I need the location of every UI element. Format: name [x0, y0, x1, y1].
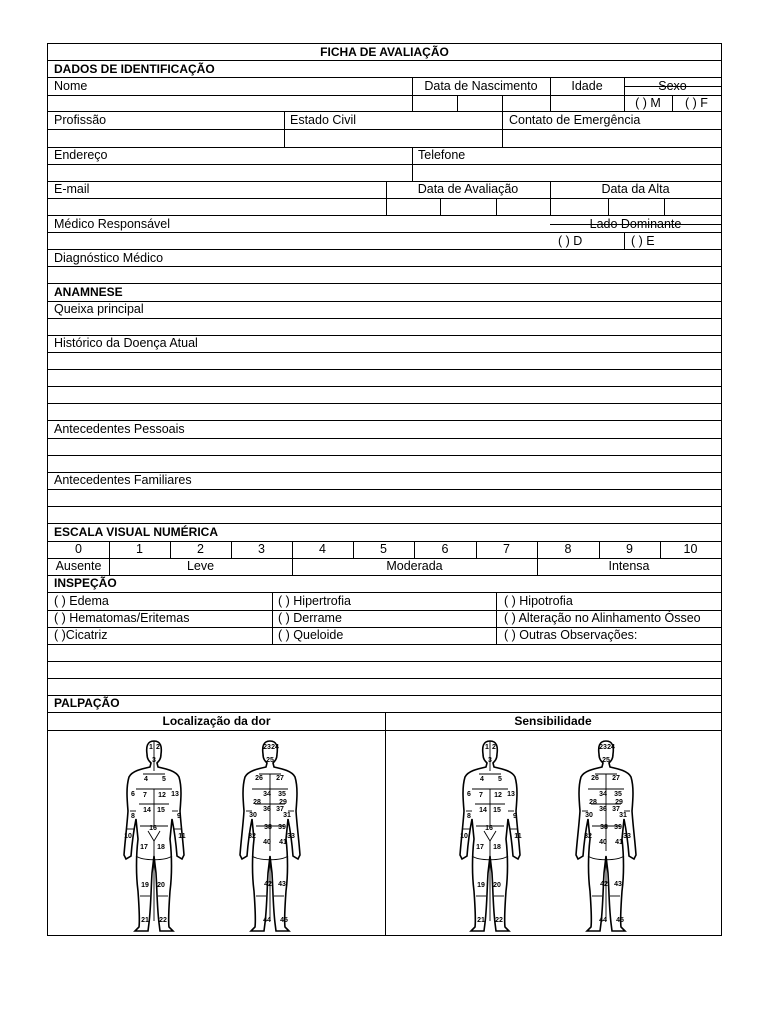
- checkbox-sexo-f[interactable]: ( ) F: [685, 96, 708, 110]
- scale-number[interactable]: 5: [380, 542, 387, 556]
- body-region-number[interactable]: 36: [599, 806, 607, 813]
- body-region-number[interactable]: 41: [615, 839, 623, 846]
- body-region-number[interactable]: 30: [585, 812, 593, 819]
- scale-number[interactable]: 2: [197, 542, 204, 556]
- label-estado-civil: Estado Civil: [290, 113, 356, 127]
- scale-label-moderada: Moderada: [386, 559, 443, 573]
- body-region-number[interactable]: 15: [493, 807, 501, 814]
- body-region-number[interactable]: 19: [477, 882, 485, 889]
- body-region-number[interactable]: 12: [158, 792, 166, 799]
- rule: [412, 147, 413, 181]
- label-idade: Idade: [571, 79, 603, 93]
- body-region-number[interactable]: 39: [278, 824, 286, 831]
- body-region-number[interactable]: 19: [141, 882, 149, 889]
- scale-number[interactable]: 4: [319, 542, 326, 556]
- scale-number[interactable]: 9: [626, 542, 633, 556]
- body-region-number[interactable]: 28: [253, 799, 261, 806]
- body-region-number[interactable]: 38: [600, 824, 608, 831]
- body-region-number[interactable]: 22: [495, 917, 503, 924]
- body-region-number[interactable]: 42: [264, 881, 272, 888]
- body-region-number[interactable]: 32: [248, 833, 256, 840]
- checkbox-hipotrofia[interactable]: ( ) Hipotrofia: [504, 594, 573, 608]
- rule: [48, 403, 721, 404]
- body-region-number[interactable]: 10: [460, 833, 468, 840]
- body-region-number[interactable]: 29: [279, 799, 287, 806]
- section-heading-palpacao: PALPAÇÃO: [54, 696, 120, 710]
- rule: [48, 592, 721, 593]
- label-sexo: Sexo: [658, 79, 687, 93]
- body-region-number[interactable]: 43: [614, 881, 622, 888]
- body-region-number[interactable]: 6: [467, 791, 471, 798]
- body-region-number[interactable]: 20: [157, 882, 165, 889]
- scale-number[interactable]: 0: [75, 542, 82, 556]
- body-region-number[interactable]: 9: [177, 813, 181, 820]
- sensitivity-diagram[interactable]: [386, 731, 721, 936]
- body-region-number[interactable]: 18: [493, 844, 501, 851]
- rule: [48, 644, 721, 645]
- body-region-number[interactable]: 30: [249, 812, 257, 819]
- body-region-number[interactable]: 22: [159, 917, 167, 924]
- label-data-avaliacao: Data de Avaliação: [417, 182, 519, 196]
- body-region-number[interactable]: 2: [492, 744, 496, 751]
- checkbox-lado-d[interactable]: ( ) D: [558, 234, 583, 248]
- body-region-number[interactable]: 34: [263, 791, 271, 798]
- rule: [608, 198, 609, 215]
- body-region-number[interactable]: 29: [615, 799, 623, 806]
- rule: [48, 661, 721, 662]
- body-region-number[interactable]: 23: [599, 744, 607, 751]
- label-data-nascimento: Data de Nascimento: [424, 79, 538, 93]
- rule: [496, 198, 497, 215]
- rule: [48, 575, 721, 576]
- label-historico: Histórico da Doença Atual: [54, 336, 198, 350]
- label-queixa-principal: Queixa principal: [54, 302, 144, 316]
- body-region-number[interactable]: 17: [476, 844, 484, 851]
- scale-number[interactable]: 1: [136, 542, 143, 556]
- rule: [48, 369, 721, 370]
- body-region-number[interactable]: 32: [584, 833, 592, 840]
- body-region-number[interactable]: 1: [485, 744, 489, 751]
- rule: [48, 266, 721, 267]
- rule: [48, 678, 721, 679]
- body-region-number[interactable]: 15: [157, 807, 165, 814]
- body-region-number[interactable]: 41: [279, 839, 287, 846]
- body-region-number[interactable]: 42: [600, 881, 608, 888]
- body-region-number[interactable]: 8: [131, 813, 135, 820]
- checkbox-outras-observacoes[interactable]: ( ) Outras Observações:: [504, 628, 638, 642]
- body-region-number[interactable]: 6: [131, 791, 135, 798]
- label-data-alta: Data da Alta: [601, 182, 670, 196]
- body-region-number[interactable]: 5: [498, 776, 502, 783]
- body-region-number[interactable]: 37: [612, 806, 620, 813]
- body-region-number[interactable]: 40: [263, 839, 271, 846]
- label-nome: Nome: [54, 79, 88, 93]
- rule: [502, 111, 503, 147]
- rule: [48, 489, 721, 490]
- body-region-number[interactable]: 7: [479, 792, 483, 799]
- section-heading-escala: ESCALA VISUAL NUMÉRICA: [54, 525, 219, 539]
- scale-label-ausente: Ausente: [55, 559, 102, 573]
- label-sensibilidade: Sensibilidade: [514, 714, 592, 728]
- body-region-number[interactable]: 5: [162, 776, 166, 783]
- evaluation-form: [47, 43, 722, 936]
- rule: [496, 592, 497, 644]
- rule: [48, 147, 721, 148]
- label-diagnostico: Diagnóstico Médico: [54, 251, 164, 265]
- rule: [48, 198, 721, 199]
- body-region-number[interactable]: 27: [612, 775, 620, 782]
- rule: [48, 232, 721, 233]
- body-region-number[interactable]: 18: [157, 844, 165, 851]
- body-region-number[interactable]: 21: [477, 917, 485, 924]
- label-contato-emergencia: Contato de Emergência: [509, 113, 641, 127]
- section-heading-anamnese: ANAMNESE: [54, 285, 123, 299]
- rule: [272, 592, 273, 644]
- body-region-number[interactable]: 43: [278, 881, 286, 888]
- body-region-number[interactable]: 2: [156, 744, 160, 751]
- body-region-number[interactable]: 45: [280, 917, 288, 924]
- checkbox-lado-e[interactable]: ( ) E: [631, 234, 655, 248]
- checkbox-hipertrofia[interactable]: ( ) Hipertrofia: [278, 594, 351, 608]
- checkbox-alinhamento-osseo[interactable]: ( ) Alteração no Alinhamento Ósseo: [504, 611, 701, 625]
- scale-number[interactable]: 3: [258, 542, 265, 556]
- label-telefone: Telefone: [418, 148, 466, 162]
- body-region-number[interactable]: 34: [599, 791, 607, 798]
- rule: [502, 95, 503, 111]
- scale-number[interactable]: 6: [441, 542, 449, 556]
- body-region-number[interactable]: 25: [266, 757, 274, 764]
- body-region-number[interactable]: 44: [263, 917, 271, 924]
- rule: [48, 95, 721, 96]
- label-antecedentes-familiares: Antecedentes Familiares: [54, 473, 192, 487]
- rule: [48, 129, 721, 130]
- label-lado-dominante: Lado Dominante: [589, 217, 682, 231]
- rule: [48, 386, 721, 387]
- body-region-number[interactable]: 8: [467, 813, 471, 820]
- rule: [48, 301, 721, 302]
- section-heading-identificacao: DADOS DE IDENTIFICAÇÃO: [54, 62, 215, 76]
- rule: [48, 506, 721, 507]
- body-region-number[interactable]: 28: [589, 799, 597, 806]
- body-region-number[interactable]: 33: [287, 833, 295, 840]
- rule: [48, 164, 721, 165]
- scale-number[interactable]: 8: [564, 542, 572, 556]
- body-region-number[interactable]: 4: [480, 776, 484, 783]
- rule: [284, 111, 285, 147]
- body-region-number[interactable]: 31: [283, 812, 291, 819]
- body-region-number[interactable]: 23: [263, 744, 271, 751]
- checkbox-derrame[interactable]: ( ) Derrame: [278, 611, 342, 625]
- body-region-number[interactable]: 13: [171, 791, 179, 798]
- body-region-number[interactable]: 16: [485, 825, 493, 832]
- body-region-number[interactable]: 11: [178, 833, 186, 840]
- rule: [664, 198, 665, 215]
- body-region-number[interactable]: 16: [149, 825, 157, 832]
- body-region-number[interactable]: 21: [141, 917, 149, 924]
- rule: [48, 352, 721, 353]
- rule: [48, 438, 721, 439]
- body-region-number[interactable]: 40: [599, 839, 607, 846]
- body-region-number[interactable]: 39: [614, 824, 622, 831]
- body-region-number[interactable]: 38: [264, 824, 272, 831]
- body-region-number[interactable]: 14: [479, 807, 487, 814]
- body-region-number[interactable]: 12: [494, 792, 502, 799]
- body-region-number[interactable]: 13: [507, 791, 515, 798]
- body-region-number[interactable]: 3: [488, 757, 492, 764]
- body-region-number[interactable]: 17: [140, 844, 148, 851]
- body-region-number[interactable]: 31: [619, 812, 627, 819]
- body-region-number[interactable]: 11: [514, 833, 522, 840]
- rule: [457, 95, 458, 111]
- label-antecedentes-pessoais: Antecedentes Pessoais: [54, 422, 185, 436]
- body-region-number[interactable]: 26: [591, 775, 599, 782]
- body-region-number[interactable]: 24: [271, 744, 279, 751]
- body-region-number[interactable]: 37: [276, 806, 284, 813]
- body-region-number[interactable]: 33: [623, 833, 631, 840]
- body-region-number[interactable]: 9: [513, 813, 517, 820]
- rule: [48, 695, 721, 696]
- label-localizacao-dor: Localização da dor: [162, 714, 271, 728]
- rule: [48, 455, 721, 456]
- checkbox-edema[interactable]: ( ) Edema: [54, 594, 109, 608]
- body-region-number[interactable]: 14: [143, 807, 151, 814]
- checkbox-cicatriz[interactable]: ( )Cicatriz: [54, 628, 108, 642]
- body-region-number[interactable]: 44: [599, 917, 607, 924]
- label-email: E-mail: [54, 182, 90, 196]
- scale-number[interactable]: 7: [503, 542, 510, 556]
- body-region-number[interactable]: 20: [493, 882, 501, 889]
- scale-number[interactable]: 10: [683, 542, 698, 556]
- body-region-number[interactable]: 26: [255, 775, 263, 782]
- form-title: FICHA DE AVALIAÇÃO: [320, 45, 449, 59]
- pain-location-diagram[interactable]: [48, 731, 385, 936]
- scale-label-intensa: Intensa: [608, 559, 650, 573]
- body-region-number[interactable]: 7: [143, 792, 147, 799]
- rule: [48, 283, 721, 284]
- rule: [440, 198, 441, 215]
- body-region-number[interactable]: 36: [263, 806, 271, 813]
- checkbox-sexo-m[interactable]: ( ) M: [635, 96, 661, 110]
- body-region-number[interactable]: 10: [124, 833, 132, 840]
- label-medico-responsavel: Médico Responsável: [54, 217, 171, 231]
- body-region-number[interactable]: 35: [614, 791, 622, 798]
- scale-label-leve: Leve: [186, 559, 215, 573]
- section-heading-inspecao: INSPEÇÃO: [54, 576, 117, 590]
- rule: [624, 232, 625, 249]
- body-region-number[interactable]: 24: [607, 744, 615, 751]
- body-region-number[interactable]: 25: [602, 757, 610, 764]
- body-region-number[interactable]: 4: [144, 776, 148, 783]
- body-region-number[interactable]: 27: [276, 775, 284, 782]
- body-region-number[interactable]: 45: [616, 917, 624, 924]
- body-region-number[interactable]: 35: [278, 791, 286, 798]
- checkbox-hematomas[interactable]: ( ) Hematomas/Eritemas: [54, 611, 190, 625]
- label-profissao: Profissão: [54, 113, 107, 127]
- label-endereco: Endereço: [54, 148, 108, 162]
- checkbox-queloide[interactable]: ( ) Queloide: [278, 628, 344, 642]
- body-region-number[interactable]: 3: [152, 757, 156, 764]
- rule: [48, 318, 721, 319]
- body-region-number[interactable]: 1: [149, 744, 153, 751]
